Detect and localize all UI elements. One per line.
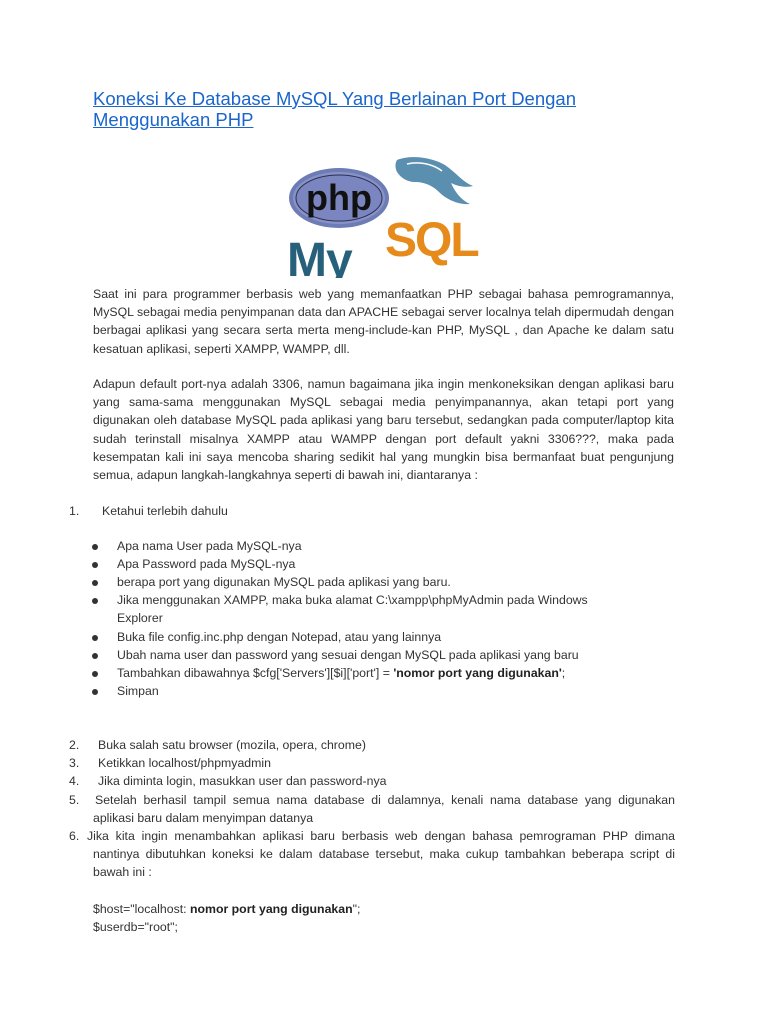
bullet-icon <box>92 544 98 550</box>
bullet-icon <box>92 671 98 677</box>
step-5-text: Setelah berhasil tampil semua nama database di dalamnya, kenali nama database yang digunakan aplikasi baru dalam menyimpan datanya <box>93 793 675 826</box>
bullet-icon <box>92 653 98 659</box>
list-item: Simpan <box>117 684 159 698</box>
port-paragraph: Adapun default port-nya adalah 3306, namun bagaimana jika ingin menkoneksikan dengan aplikasi baru yang sama-sama menggunakan MySQL sebagai media penyimpanannya, akan tetapi port yang digunakan oleh database MySQL pada aplikasi yang baru tersebut, sedangkan pada computer/laptop kita sudah terinstall misalnya XAMPP atau WAMPP dengan port default yakni 3306???, maka pada kesempatan kali ini saya mencoba sharing sedikit hal yang mungkin bisa bermanfaat buat pengunjung semua, adapun langkah-langkahnya seperti di bawah ini, diantaranya : <box>93 377 674 483</box>
step-4-number: 4. <box>69 774 80 788</box>
step-2-number: 2. <box>69 738 80 752</box>
step-6-number: 6. <box>69 829 80 843</box>
bullet-icon <box>92 562 98 568</box>
list-item: Buka file config.inc.php dengan Notepad, atau yang lainnya <box>117 630 442 644</box>
step-5-number: 5. <box>69 793 80 807</box>
step-3-text: Ketikkan localhost/phpmyadmin <box>98 756 271 770</box>
list-item: Apa nama User pada MySQL-nya <box>117 539 302 553</box>
php-logo-text: php <box>306 177 372 218</box>
list-item: Apa Password pada MySQL-nya <box>117 557 296 571</box>
svg-text:SQL: SQL <box>385 214 478 267</box>
list-item: Ubah nama user dan password yang sesuai dengan MySQL pada aplikasi yang baru <box>117 648 579 662</box>
bullet-icon <box>92 580 98 586</box>
step-1-number: 1. <box>69 504 80 518</box>
step-2-text: Buka salah satu browser (mozila, opera, chrome) <box>98 738 366 752</box>
php-mysql-logo <box>287 156 480 278</box>
step-1-text: Ketahui terlebih dahulu <box>102 504 228 518</box>
step-3-number: 3. <box>69 756 80 770</box>
list-item: Tambahkan dibawahnya $cfg['Servers'][$i]['port'] = 'nomor port yang digunakan'; <box>117 666 566 680</box>
list-item: Jika menggunakan XAMPP, maka buka alamat C:\xampp\phpMyAdmin pada Windows Explorer <box>117 593 588 626</box>
step-6-text: Jika kita ingin menambahkan aplikasi baru berbasis web dengan bahasa pemrograman PHP dimana nantinya dibutuhkan koneksi ke dalam database tersebut, maka cukup tambahkan beberapa script di bawah ini : <box>87 829 675 880</box>
step-4-text: Jika diminta login, masukkan user dan password-nya <box>98 774 387 788</box>
page-title[interactable]: Koneksi Ke Database MySQL Yang Berlainan Port Dengan Menggunakan PHP <box>93 88 577 130</box>
bullet-icon <box>92 635 98 641</box>
svg-text:My: My <box>287 234 352 278</box>
code-host-line: $host="localhost: nomor port yang digunakan"; <box>93 902 361 916</box>
code-userdb-line: $userdb="root"; <box>93 920 178 934</box>
intro-paragraph: Saat ini para programmer berbasis web yang memanfaatkan PHP sebagai bahasa pemrogramannya, MySQL sebagai media penyimpanan data dan APACHE sebagai server localnya telah dipermudah dengan berbagai aplikasi yang secara serta merta meng-include-kan PHP, MySQL , dan Apache ke dalam satu kesatuan aplikasi, seperti XAMPP, WAMPP, dll. <box>93 287 674 356</box>
bullet-icon <box>92 689 98 695</box>
list-item: berapa port yang digunakan MySQL pada aplikasi yang baru. <box>117 575 451 589</box>
bullet-icon <box>92 598 98 604</box>
